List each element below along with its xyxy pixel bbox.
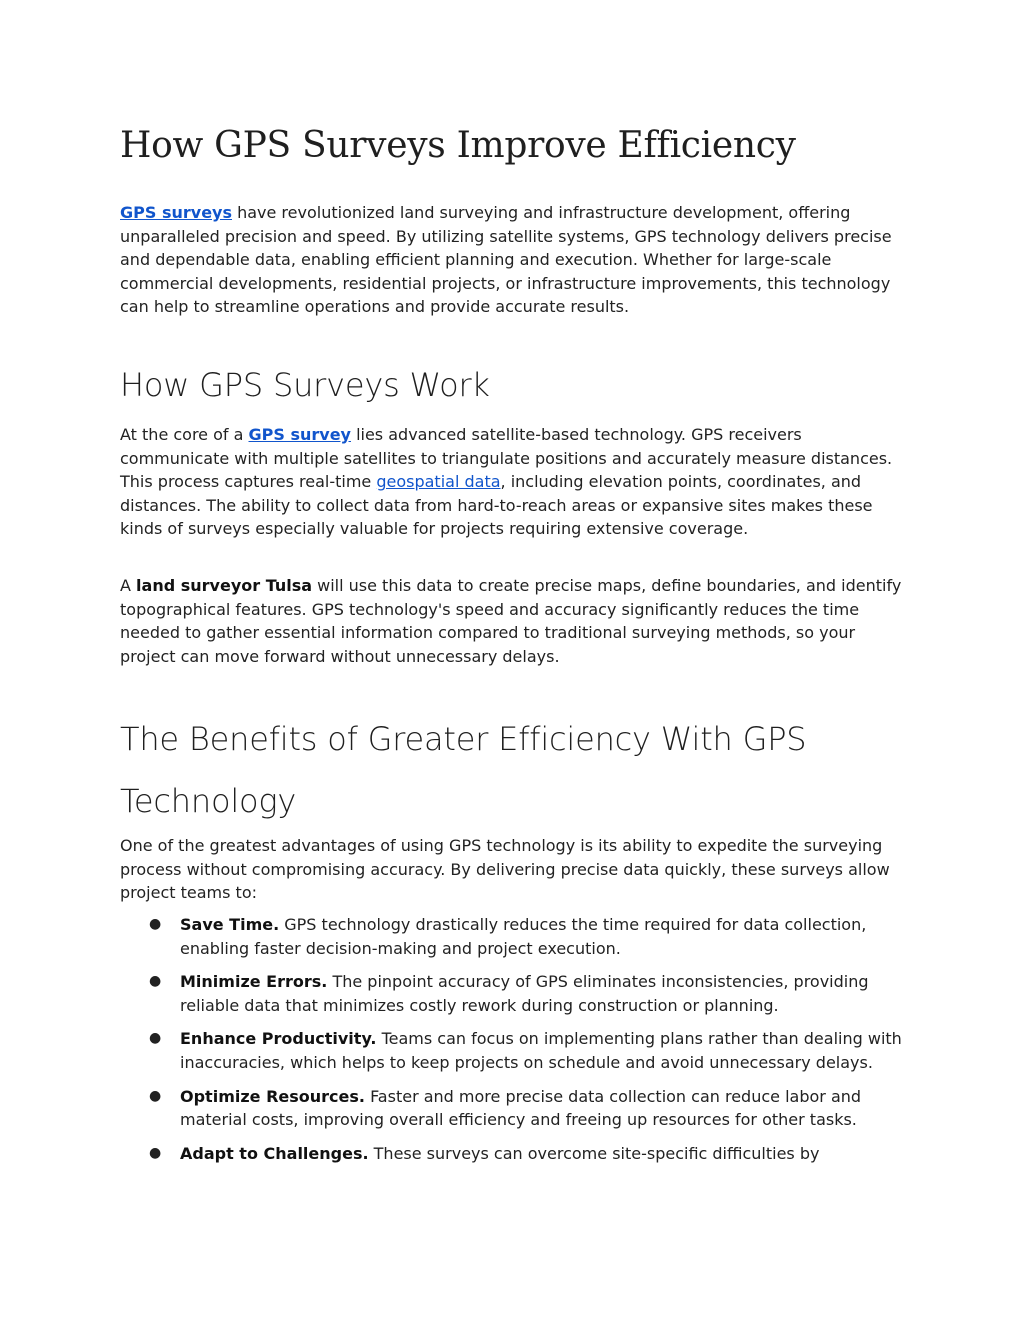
p2-text-start: A bbox=[120, 576, 137, 595]
list-item-title: Adapt to Challenges. bbox=[180, 1143, 369, 1163]
p1-text-middle: lies advanced satellite-based technology. GPS receivers communicate with multiple satellites to triangulate positions and accurately measure distances. This process captures real-time bbox=[120, 425, 893, 492]
list-item-text: The pinpoint accuracy of GPS eliminates inconsistencies, providing reliable data that minimizes costly rework during construction or planning. bbox=[180, 972, 869, 1015]
page-title: How GPS Surveys Improve Efficiency bbox=[120, 125, 796, 166]
intro-text: have revolutionized land surveying and infrastructure development, offering unparalleled precision and speed. By utilizing satellite systems, GPS technology delivers precise and dependable data, enabling efficient planning and execution. Whether for large-scale commercial developments, residential projects, or infrastructure improvements, this technology can help to streamline operations and provide accurate results. bbox=[120, 203, 892, 317]
list-item-text: GPS technology drastically reduces the time required for data collection, enabling faster decision-making and project execution. bbox=[180, 915, 867, 958]
section-heading-benefits bbox=[120, 708, 904, 832]
section-heading-how-gps-works: How GPS Surveys Work bbox=[120, 366, 490, 404]
benefits-heading-line1: The Benefits of Greater Efficiency With GPS bbox=[120, 720, 807, 758]
bullet-icon: ● bbox=[149, 1030, 162, 1047]
list-item bbox=[120, 1142, 904, 1166]
land-surveyor-keyword: land surveyor Tulsa bbox=[136, 576, 313, 595]
list-item bbox=[120, 1027, 904, 1074]
land-surveyor-paragraph bbox=[120, 574, 904, 668]
benefits-intro-paragraph: One of the greatest advantages of using GPS technology is its ability to expedite the surveying process without compromising accuracy. By delivering precise data quickly, these surveys allow project teams to: bbox=[120, 836, 890, 903]
list-item bbox=[120, 1085, 904, 1132]
geospatial-data-link[interactable]: geospatial data bbox=[376, 472, 501, 492]
p2-text-end: will use this data to create precise maps, define boundaries, and identify topographical features. GPS technology's speed and accuracy significantly reduces the time needed to gather essential information compared to traditional surveying methods, so your project can move forward without unnecessary delays. bbox=[120, 576, 902, 666]
list-item bbox=[120, 913, 904, 960]
bullet-icon: ● bbox=[149, 1144, 162, 1161]
list-item-text: Teams can focus on implementing plans rather than dealing with inaccuracies, which helps to keep projects on schedule and avoid unnecessary delays. bbox=[180, 1029, 902, 1072]
benefits-list bbox=[120, 913, 904, 1175]
p1-text-end: , including elevation points, coordinates, and distances. The ability to collect data from hard-to-reach areas or expansive sites makes these kinds of surveys especially valuable for projects requiring extensive coverage. bbox=[120, 472, 873, 539]
benefits-heading-line2: Technology bbox=[120, 782, 297, 820]
gps-surveys-link[interactable]: GPS surveys bbox=[120, 203, 232, 222]
list-item-title: Enhance Productivity. bbox=[180, 1029, 377, 1049]
bullet-icon: ● bbox=[149, 973, 162, 990]
list-item-title: Save Time. bbox=[180, 915, 280, 934]
list-item-title: Optimize Resources. bbox=[180, 1086, 365, 1106]
list-item-text: Faster and more precise data collection can reduce labor and material costs, improving overall efficiency and freeing up resources for other tasks. bbox=[180, 1086, 862, 1130]
gps-survey-link[interactable]: GPS survey bbox=[248, 425, 351, 444]
p1-text-start: At the core of a bbox=[120, 425, 249, 444]
list-item bbox=[120, 970, 904, 1017]
bullet-icon: ● bbox=[149, 1087, 162, 1104]
intro-paragraph bbox=[120, 201, 904, 319]
list-item-title: Minimize Errors. bbox=[180, 972, 328, 992]
list-item-text: These surveys can overcome site-specific difficulties by bbox=[368, 1143, 820, 1163]
bullet-icon: ● bbox=[149, 916, 162, 932]
how-it-works-paragraph bbox=[120, 423, 904, 541]
